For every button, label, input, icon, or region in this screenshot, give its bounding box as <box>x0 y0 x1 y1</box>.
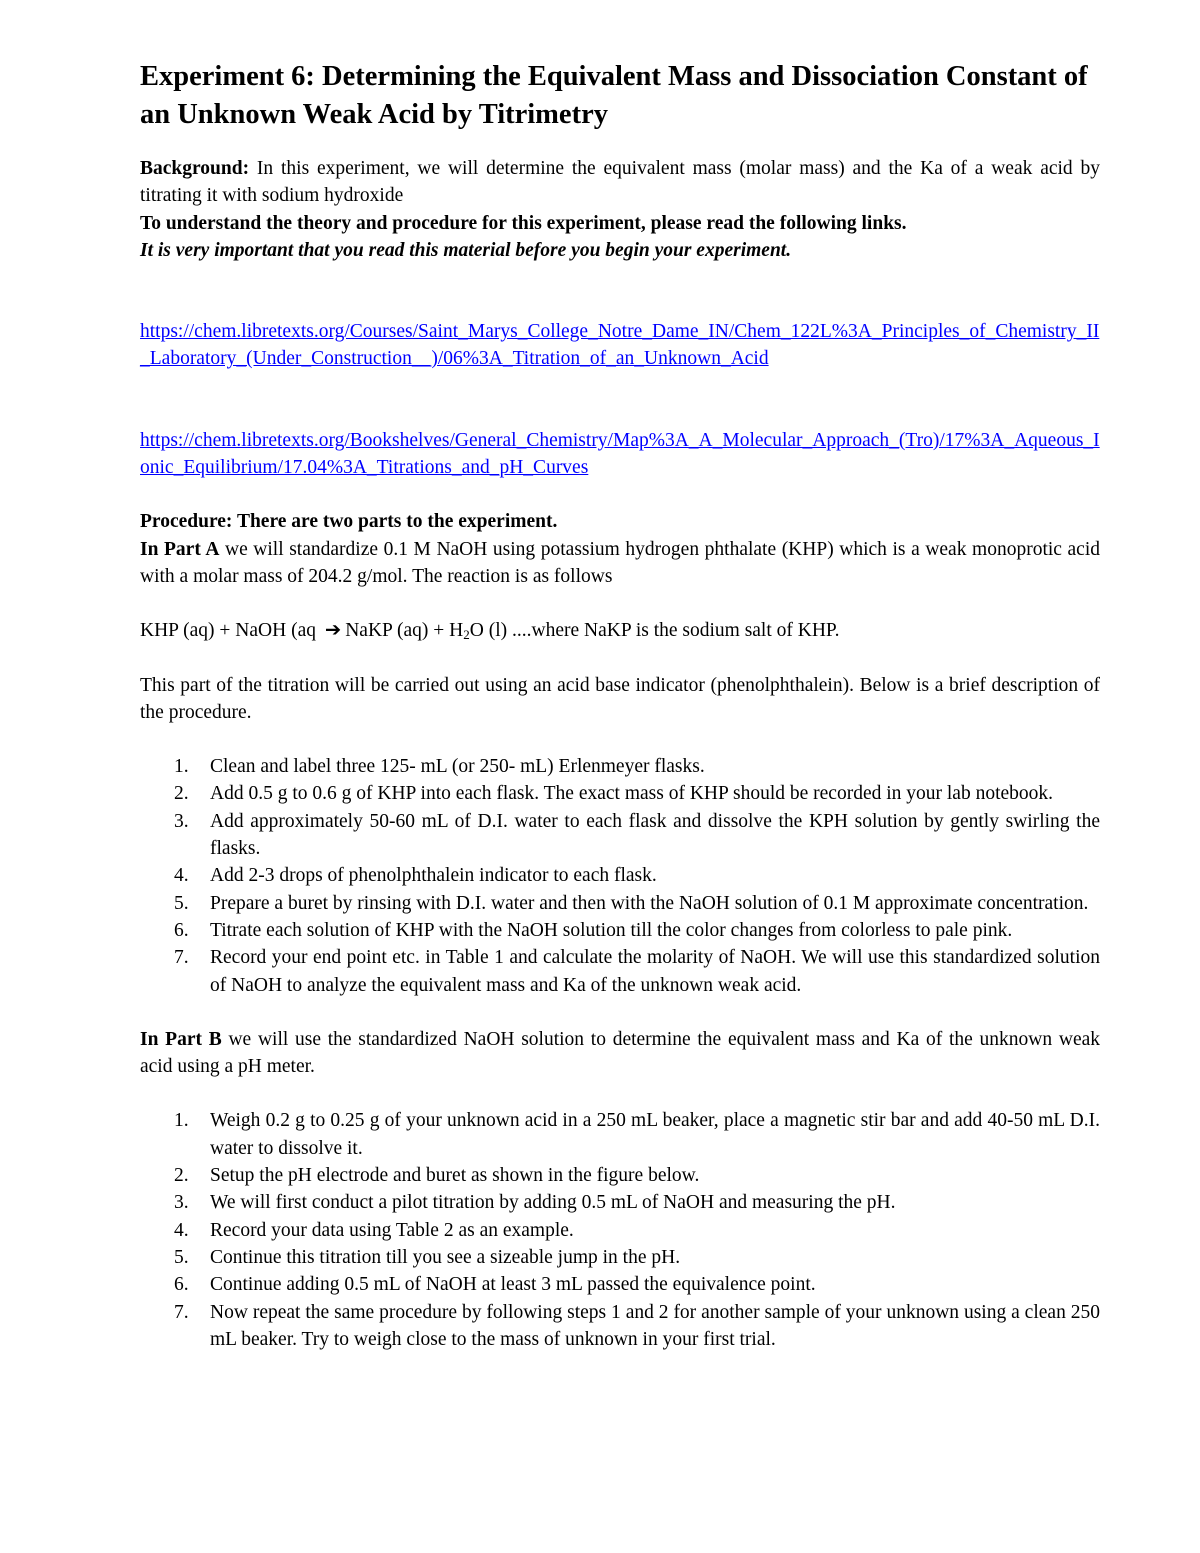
list-item: 4. Add 2-3 drops of phenolphthalein indicator to each flask. <box>174 865 657 887</box>
list-item: 7. Now repeat the same procedure by following steps 1 and 2 for another sample of your unknown using a clean 250 mL beaker. Try to weigh close to the mass of unknown in your first trial. <box>174 1301 1100 1350</box>
background-label: Background: <box>140 158 250 179</box>
part-a-steps <box>140 753 1100 999</box>
list-item: 3. Add approximately 50-60 mL of D.I. water to each flask and dissolve the KPH solution by gently swirling the flasks. <box>174 810 1100 860</box>
page-title: Experiment 6: Determining the Equivalent Mass and Dissociation Constant of an Unknown Weak Acid by Titrimetry <box>140 61 1088 130</box>
libretexts-link-2[interactable]: https://chem.libretexts.org/Bookshelves/General_Chemistry/Map%3A_A_Molecular_Approach_(Tro)/17%3A_Aqueous_Ionic_Equilibrium/17.04%3A_Titrations_and_pH_Curves <box>140 429 1100 479</box>
part-b-label: In Part B <box>140 1028 222 1050</box>
link-2-paragraph <box>140 427 1100 482</box>
list-item: 1. Clean and label three 125- mL (or 250- mL) Erlenmeyer flasks. <box>174 756 705 778</box>
part-a-intro: In Part A we will standardize 0.1 M NaOH using potassium hydrogen phthalate (KHP) which is a weak monoprotic acid with a molar mass of 204.2 g/mol. The reaction is as follows <box>140 538 1100 587</box>
part-b-steps <box>140 1107 1100 1353</box>
background-text: In this experiment, we will determine the equivalent mass (molar mass) and the Ka of a weak acid by titrating it with sodium hydroxide <box>140 158 1100 207</box>
list-item: 6. Continue adding 0.5 mL of NaOH at least 3 mL passed the equivalence point. <box>174 1274 816 1296</box>
background-paragraph <box>140 155 1100 210</box>
document-page <box>140 58 1100 1353</box>
part-b-intro: In Part B we will use the standardized NaOH solution to determine the equivalent mass and Ka of the unknown weak acid using a pH meter. <box>140 1028 1101 1078</box>
list-item: 7. Record your end point etc. in Table 1 and calculate the molarity of NaOH. We will use this standardized solution of NaOH to analyze the equivalent mass and Ka of the unknown weak acid. <box>174 947 1100 996</box>
reaction-arrow-icon: ➔ <box>324 620 342 642</box>
list-item: 3. We will first conduct a pilot titration by adding 0.5 mL of NaOH and measuring the pH. <box>174 1192 896 1214</box>
list-item: 5. Continue this titration till you see a sizeable jump in the pH. <box>174 1246 681 1268</box>
warning-text: It is very important that you read this material before you begin your experiment. <box>140 239 792 261</box>
list-item: 5. Prepare a buret by rinsing with D.I. water and then with the NaOH solution of 0.1 M approximate concentration. <box>174 892 1089 914</box>
reaction-equation: KHP (aq) + NaOH (aq ➔ NaKP $(aq) + H_2O$ (l) ....where NaKP is the sodium salt of KHP. <box>140 617 1100 644</box>
procedure-heading: Procedure: There are two parts to the experiment. <box>140 511 558 533</box>
link-1-paragraph <box>140 318 1100 373</box>
part-a-label: In Part A <box>140 538 220 560</box>
instruction-text: To understand the theory and procedure for this experiment, please read the following links. <box>140 212 907 234</box>
libretexts-link-1[interactable]: https://chem.libretexts.org/Courses/Saint_Marys_College_Notre_Dame_IN/Chem_122L%3A_Principles_of_Chemistry_II_Laboratory_(Under_Construction__)/06%3A_Titration_of_an_Unknown_Acid <box>140 321 1100 370</box>
list-item: 1. Weigh 0.2 g to 0.25 g of your unknown acid in a 250 mL beaker, place a magnetic stir bar and add 40-50 mL D.I. water to dissolve it. <box>174 1110 1100 1159</box>
list-item: 2. Add 0.5 g to 0.6 g of KHP into each flask. The exact mass of KHP should be recorded in your lab notebook. <box>174 783 1054 805</box>
list-item: 4. Record your data using Table 2 as an example. <box>174 1219 574 1241</box>
list-item: 6. Titrate each solution of KHP with the NaOH solution till the color changes from colorless to pale pink. <box>174 919 1013 941</box>
part-a-description: This part of the titration will be carried out using an acid base indicator (phenolphthalein). Below is a brief description of the procedure. <box>140 674 1100 723</box>
list-item: 2. Setup the pH electrode and buret as shown in the figure below. <box>174 1165 700 1187</box>
